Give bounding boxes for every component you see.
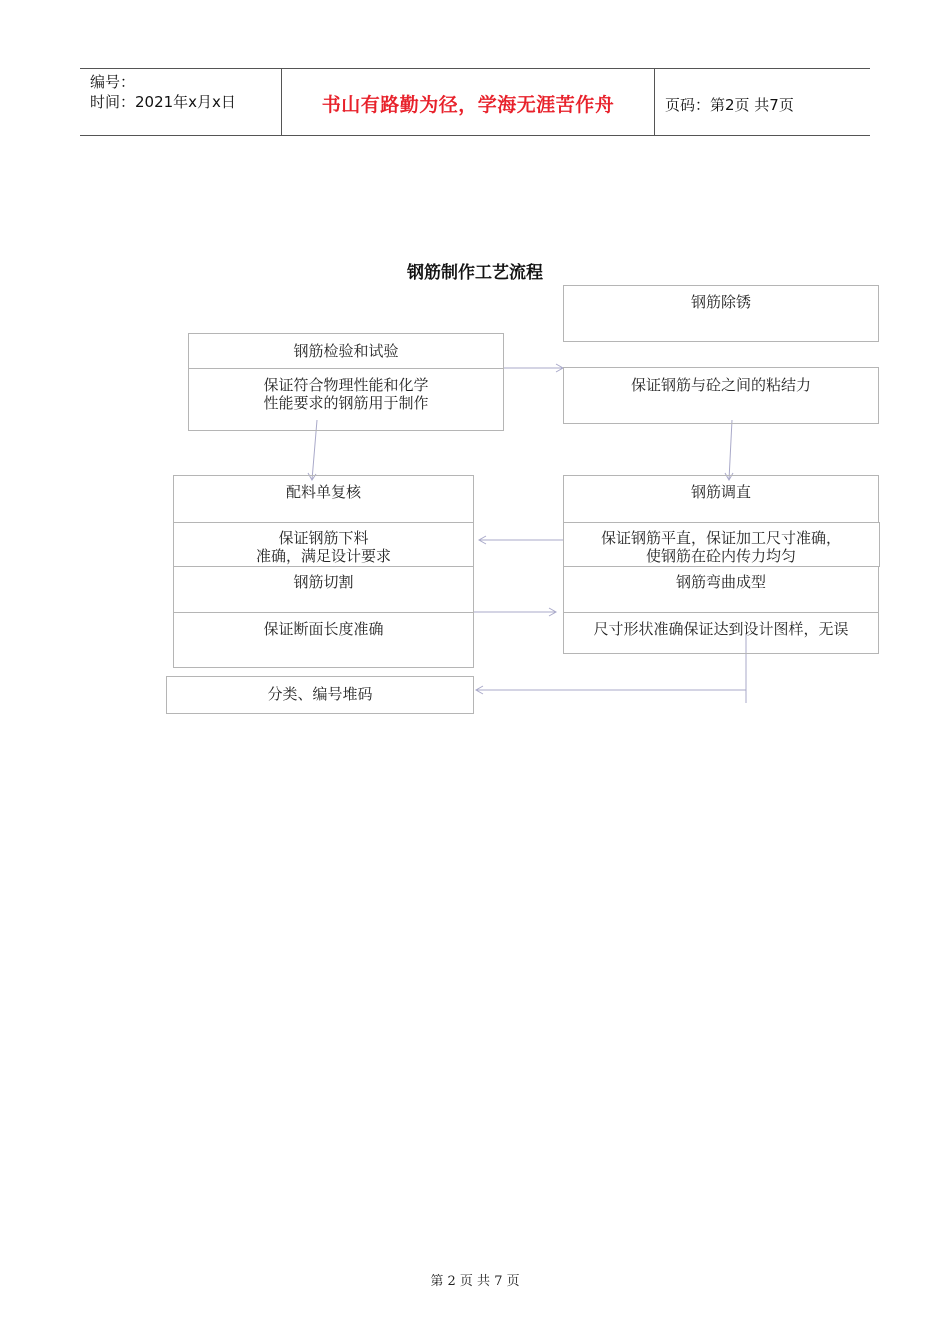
flow-straighten-desc-2: 使钢筋在砼内传力均匀: [645, 547, 796, 565]
flow-cut-desc: 保证断面长度准确: [263, 620, 384, 638]
flow-bend-desc: 尺寸形状准确保证达到设计图样，无误: [593, 620, 849, 638]
flow-rust-desc: 保证钢筋与砼之间的粘结力: [630, 376, 811, 394]
header-time: 时间：2021年x月x日: [90, 93, 236, 111]
header-number: 编号：: [90, 73, 136, 91]
header-page-info: 页码：第2页 共7页: [665, 96, 794, 114]
header-motto: 书山有路勤为径，学海无涯苦作舟: [321, 94, 615, 116]
flow-cut-name: 钢筋切割: [293, 573, 354, 591]
flow-straighten-name: 钢筋调直: [690, 483, 751, 501]
page-title: 钢筋制作工艺流程: [407, 263, 543, 283]
flow-rust-name: 钢筋除锈: [690, 293, 751, 311]
flow-inspect-desc-2: 性能要求的钢筋用于制作: [263, 394, 429, 412]
page-footer: 第 2 页 共 7 页: [430, 1274, 520, 1289]
flow-stack-name: 分类、编号堆码: [267, 685, 373, 703]
flow-check-desc-2: 准确，满足设计要求: [255, 547, 391, 565]
arrow-rust-to-straighten: [729, 420, 732, 480]
flow-check-name: 配料单复核: [285, 483, 361, 501]
flow-straighten-desc-1: 保证钢筋平直，保证加工尺寸准确，: [600, 529, 841, 547]
flow-inspect-name: 钢筋检验和试验: [293, 342, 399, 360]
flow-inspect-desc-1: 保证符合物理性能和化学: [263, 376, 429, 394]
flow-check-desc-1: 保证钢筋下料: [278, 529, 369, 547]
flow-bend-name: 钢筋弯曲成型: [675, 573, 766, 591]
